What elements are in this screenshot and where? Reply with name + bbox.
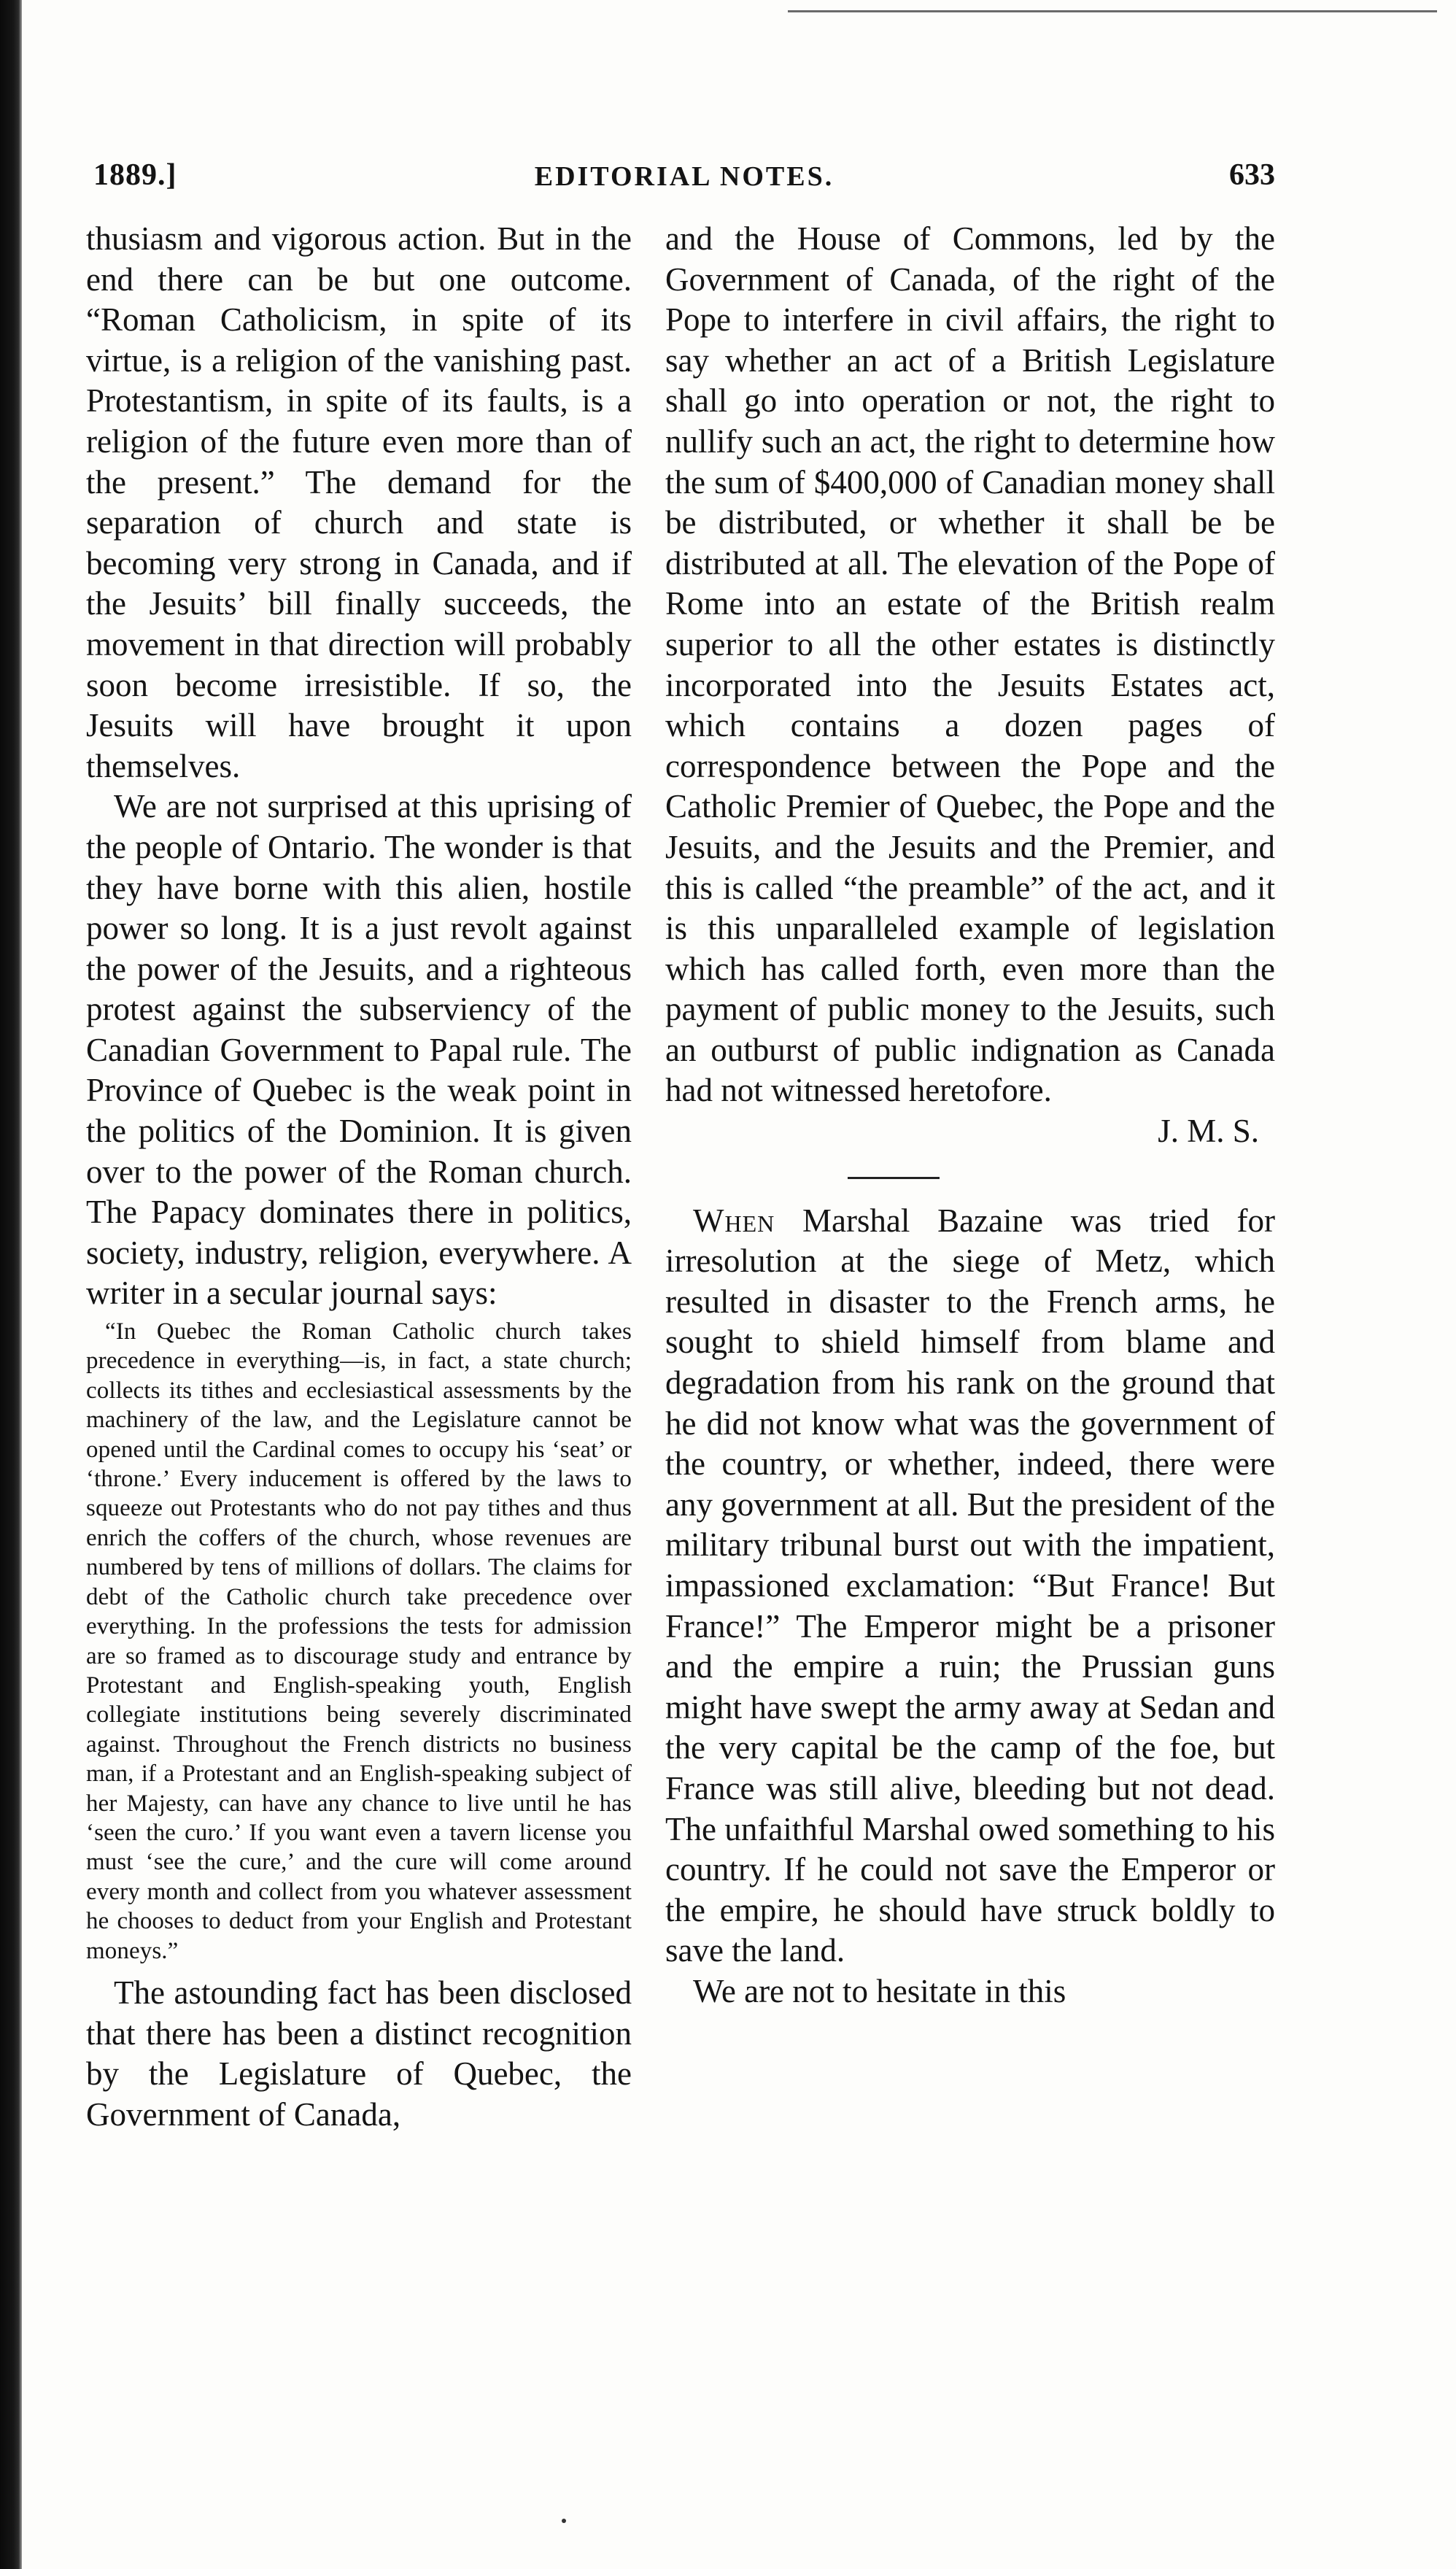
binding-edge — [0, 0, 22, 2569]
block-quote-text: “In Quebec the Roman Catholic church takes precedence in everything—is, in fact, a state church; collects its tithes and ecclesiastical assessments by the machinery of the law, and the Legislature cannot be opened until the Cardinal comes to occupy his ‘seat’ or ‘throne.’ Every inducement is offered by the laws to squeeze out Protestants who do not pay tithes and thus enrich the coffers of the church, whose revenues are numbered by tens of millions of dollars. The claims for debt of the Catholic church take precedence over everything. In the professions the tests for admission are so framed as to discourage study and entrance by Protestant and English-speaking youth, English collegiate institutions being severely discriminated against. Throughout the French districts no business man, if a Protestant and an English-speaking subject of her Majesty, can have any chance to live until he has ‘seen the curo.’ If you want even a tavern license you must ‘see the cure,’ and the cure will come around every month and collect from you whatever assessment he chooses to deduct from your English and Protestant moneys.” — [86, 1318, 632, 1964]
author-signature: J. M. S. — [1158, 1113, 1259, 1150]
right-column — [665, 219, 1275, 2012]
top-rule — [788, 10, 1437, 12]
header-year: 1889.] — [93, 158, 177, 192]
left-column — [86, 219, 632, 2135]
right-paragraph-1: and the House of Commons, led by the Government of Canada, of the right of the Pope to interfere in civil affairs, the right to say whether an act of a British Legislature shall go into operation or not, the right to nullify such an act, the right to determine how the sum of $400,000 of Canadian money shall be distributed, or whether it shall be be distributed at all. The elevation of the Pope of Rome into an estate of the British realm superior to all the other estates is distinctly incorporated into the Jesuits Estates act, which contains a dozen pages of correspondence between the Pope and the Catholic Premier of Quebec, the Pope and the Jesuits, and the Jesuits and the Premier, and this is called “the preamble” of the act, and it is this unparalleled example of legislation which has called forth, even more than the payment of public money to the Jesuits, such an outburst of public indignation as Canada had not witnessed heretofore. — [665, 220, 1275, 1109]
left-paragraph-2: We are not surprised at this uprising of the people of Ontario. The wonder is that they have borne with this alien, hostile power so long. It is a just revolt against the power of the Jesuits, and a righteous protest against the subserviency of the Canadian Government to Papal rule. The Province of Quebec is the weak point in the politics of the Dominion. It is given over to the power of the Roman church. The Papacy dominates there in politics, society, industry, religion, everywhere. A writer in a secular journal says: — [86, 788, 632, 1312]
right-paragraph-2-text: Marshal Bazaine was tried for irresolution at the siege of Metz, which resulted in disaster to the French arms, he sought to shield himself from blame and degradation from his rank on the ground that he did not know what was the government of the country, or whether, indeed, there were any government at all. But the president of the military tribunal burst out with the impatient, impassioned exclamation: “But France! But France!” The Emperor might be a prisoner and the empire a ruin; the Prussian guns might have swept the army away at Sedan and the very capital be the camp of the foe, but France was still alive, bleeding but not dead. The unfaithful Marshal owed something to his country. If he could not save the Emperor or the empire, he should have struck boldly to save the land. — [665, 1202, 1276, 1969]
block-quote — [86, 1317, 632, 1966]
running-header — [93, 158, 1275, 201]
lead-word: When — [693, 1202, 775, 1239]
left-paragraph-1: thusiasm and vigorous action. But in the end there can be but one outcome. “Roman Catholicism, in spite of its virtue, is a religion of the vanishing past. Protestantism, in spite of its faults, is a religion of the future even more than of the present.” The demand for the separation of church and state is becoming very strong in Canada, and if the Jesuits’ bill finally succeeds, the movement in that direction will probably soon become irresistible. If so, the Jesuits will have brought it upon themselves. — [86, 220, 632, 784]
right-paragraph-3: We are not to hesitate in this — [693, 1972, 1066, 2009]
left-paragraph-3: The astounding fact has been disclosed that there has been a distinct recognition by the Legislature of Quebec, the Government of Canada, — [86, 1974, 632, 2133]
print-speck — [562, 2519, 566, 2523]
section-divider — [848, 1177, 940, 1179]
right-paragraph-2 — [665, 1201, 1275, 1971]
header-title: EDITORIAL NOTES. — [534, 161, 835, 192]
page-number: 633 — [1229, 158, 1275, 192]
